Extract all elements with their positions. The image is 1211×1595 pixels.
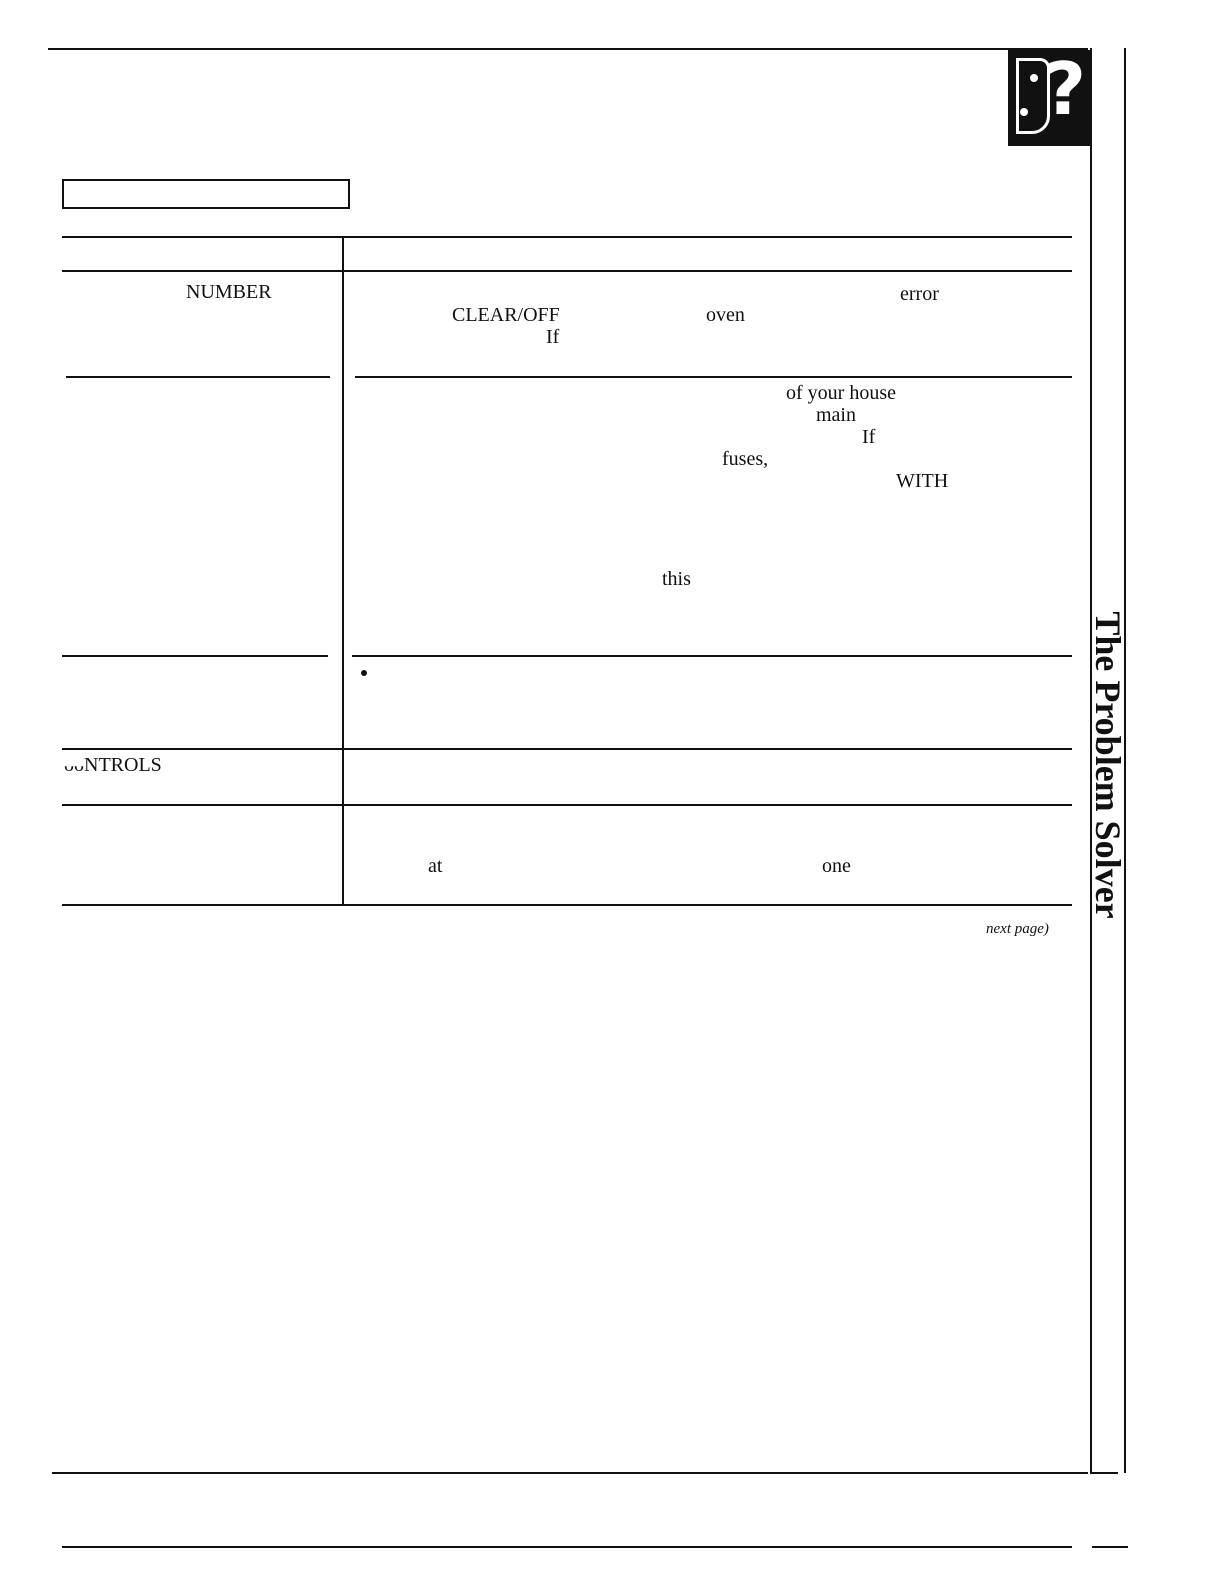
list-bullet (361, 670, 367, 676)
question-mark-icon: ? (1044, 47, 1086, 131)
section-header-box (62, 179, 350, 207)
table-top-rule (62, 236, 1072, 238)
cell-text-fuses: fuses, (722, 448, 769, 470)
left-row-rule-2 (62, 655, 328, 657)
bottom-rule (52, 1472, 1088, 1474)
eye-dot-icon (1030, 74, 1038, 82)
left-cell-number: NUMBER (186, 281, 272, 303)
cell-text-main: main (816, 404, 856, 426)
table-header-rule (62, 270, 1072, 272)
row-rule-3 (62, 748, 1072, 750)
left-row-rule-1 (66, 376, 330, 378)
cell-text-with: WITH (896, 470, 949, 492)
cell-text-of-your-house: of your house (786, 382, 896, 404)
cell-text-oven: oven (706, 304, 745, 326)
bottom-rule-tab (1090, 1472, 1118, 1474)
right-row-rule-2 (352, 655, 1072, 657)
sidebar-title: The Problem Solver (1088, 611, 1128, 919)
right-row-rule-1 (355, 376, 1072, 378)
cell-text-one: one (822, 855, 851, 877)
mouth-dot-icon (1020, 108, 1028, 116)
row-rule-4 (62, 804, 1072, 806)
header-underline (62, 207, 350, 209)
cell-text-if: If (546, 326, 560, 348)
cell-text-this: this (662, 568, 691, 590)
problem-solver-logo (1008, 47, 1092, 146)
footer-rule-tab (1092, 1546, 1128, 1548)
top-rule (48, 48, 1088, 50)
continued-note: next page) (986, 921, 1049, 937)
cell-text-error: error (900, 283, 939, 305)
cell-text-clear-off: CLEAR/OFF (452, 304, 560, 326)
cell-text-if-2: If (862, 426, 876, 448)
left-cell-controls: ᴗᴗNTROLS (64, 754, 162, 776)
table-bottom-rule (62, 904, 1072, 906)
cell-text-at: at (428, 855, 443, 877)
footer-rule (62, 1546, 1072, 1548)
